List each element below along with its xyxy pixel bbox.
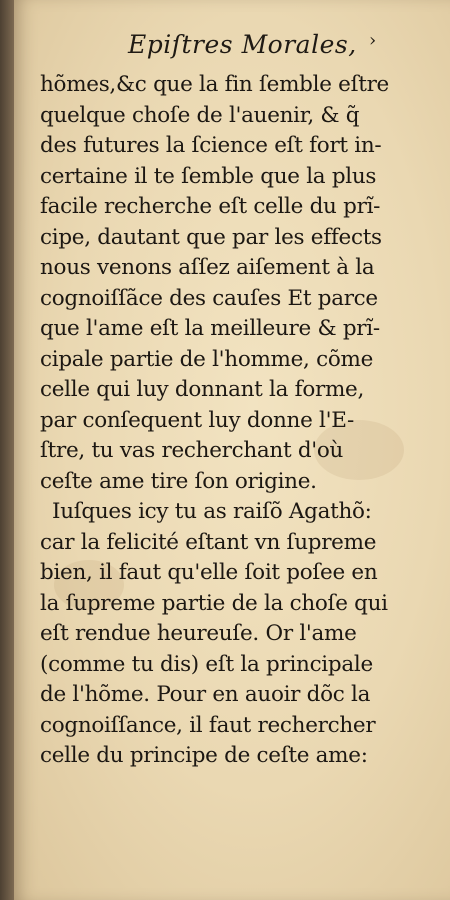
text-line: la ſupreme partie de la choſe qui (40, 590, 388, 616)
text-line: Iuſques icy tu as raiſõ Agathõ: (52, 499, 372, 524)
text-line: eſt rendue heureuſe. Or l'ame (40, 621, 357, 646)
text-line: quelque choſe de l'auenir, & q̃ (40, 102, 360, 128)
text-line: ceſte ame tire ſon origine. (40, 468, 317, 494)
text-line: de l'hõme. Pour en auoir dõc la (40, 682, 371, 707)
text-line: par conſequent luy donne l'E- (40, 407, 354, 433)
book-page (14, 0, 450, 900)
text-line: nous venons aſſez aiſement à la (40, 255, 375, 280)
text-line: que l'ame eſt la meilleure & prĩ- (40, 316, 380, 341)
text-line: ſtre, tu vas recherchant d'où (40, 438, 344, 463)
text-line: car la felicité eſtant vn ſupreme (40, 529, 377, 555)
text-line: celle qui luy donnant la forme, (40, 377, 364, 402)
text-line: facile recherche eſt celle du prĩ- (40, 194, 381, 219)
text-line: cognoiſſãce des cauſes Et parce (40, 285, 378, 311)
running-head (14, 30, 450, 60)
text-line: (comme tu dis) eſt la principale (40, 651, 373, 677)
book-gutter (0, 0, 14, 900)
text-line: cipe, dautant que par les effects (40, 224, 382, 250)
text-line: certaine il te ſemble que la plus (40, 163, 377, 189)
text-line: hõmes,&c que la fin ſemble eſtre (40, 72, 389, 97)
running-head-title: Epiſtres Morales, (128, 30, 357, 59)
text-line: celle du principe de ceſte ame: (40, 743, 368, 768)
running-head-mark: › (369, 30, 377, 51)
text-line: des futures la ſcience eſt fort in- (40, 133, 382, 158)
text-line: bien, il faut qu'elle ſoit poſee en (40, 560, 378, 585)
text-line: cognoiſſance, il faut rechercher (40, 712, 376, 738)
text-line: cipale partie de l'homme, cõme (40, 346, 374, 372)
body-text (40, 70, 430, 772)
